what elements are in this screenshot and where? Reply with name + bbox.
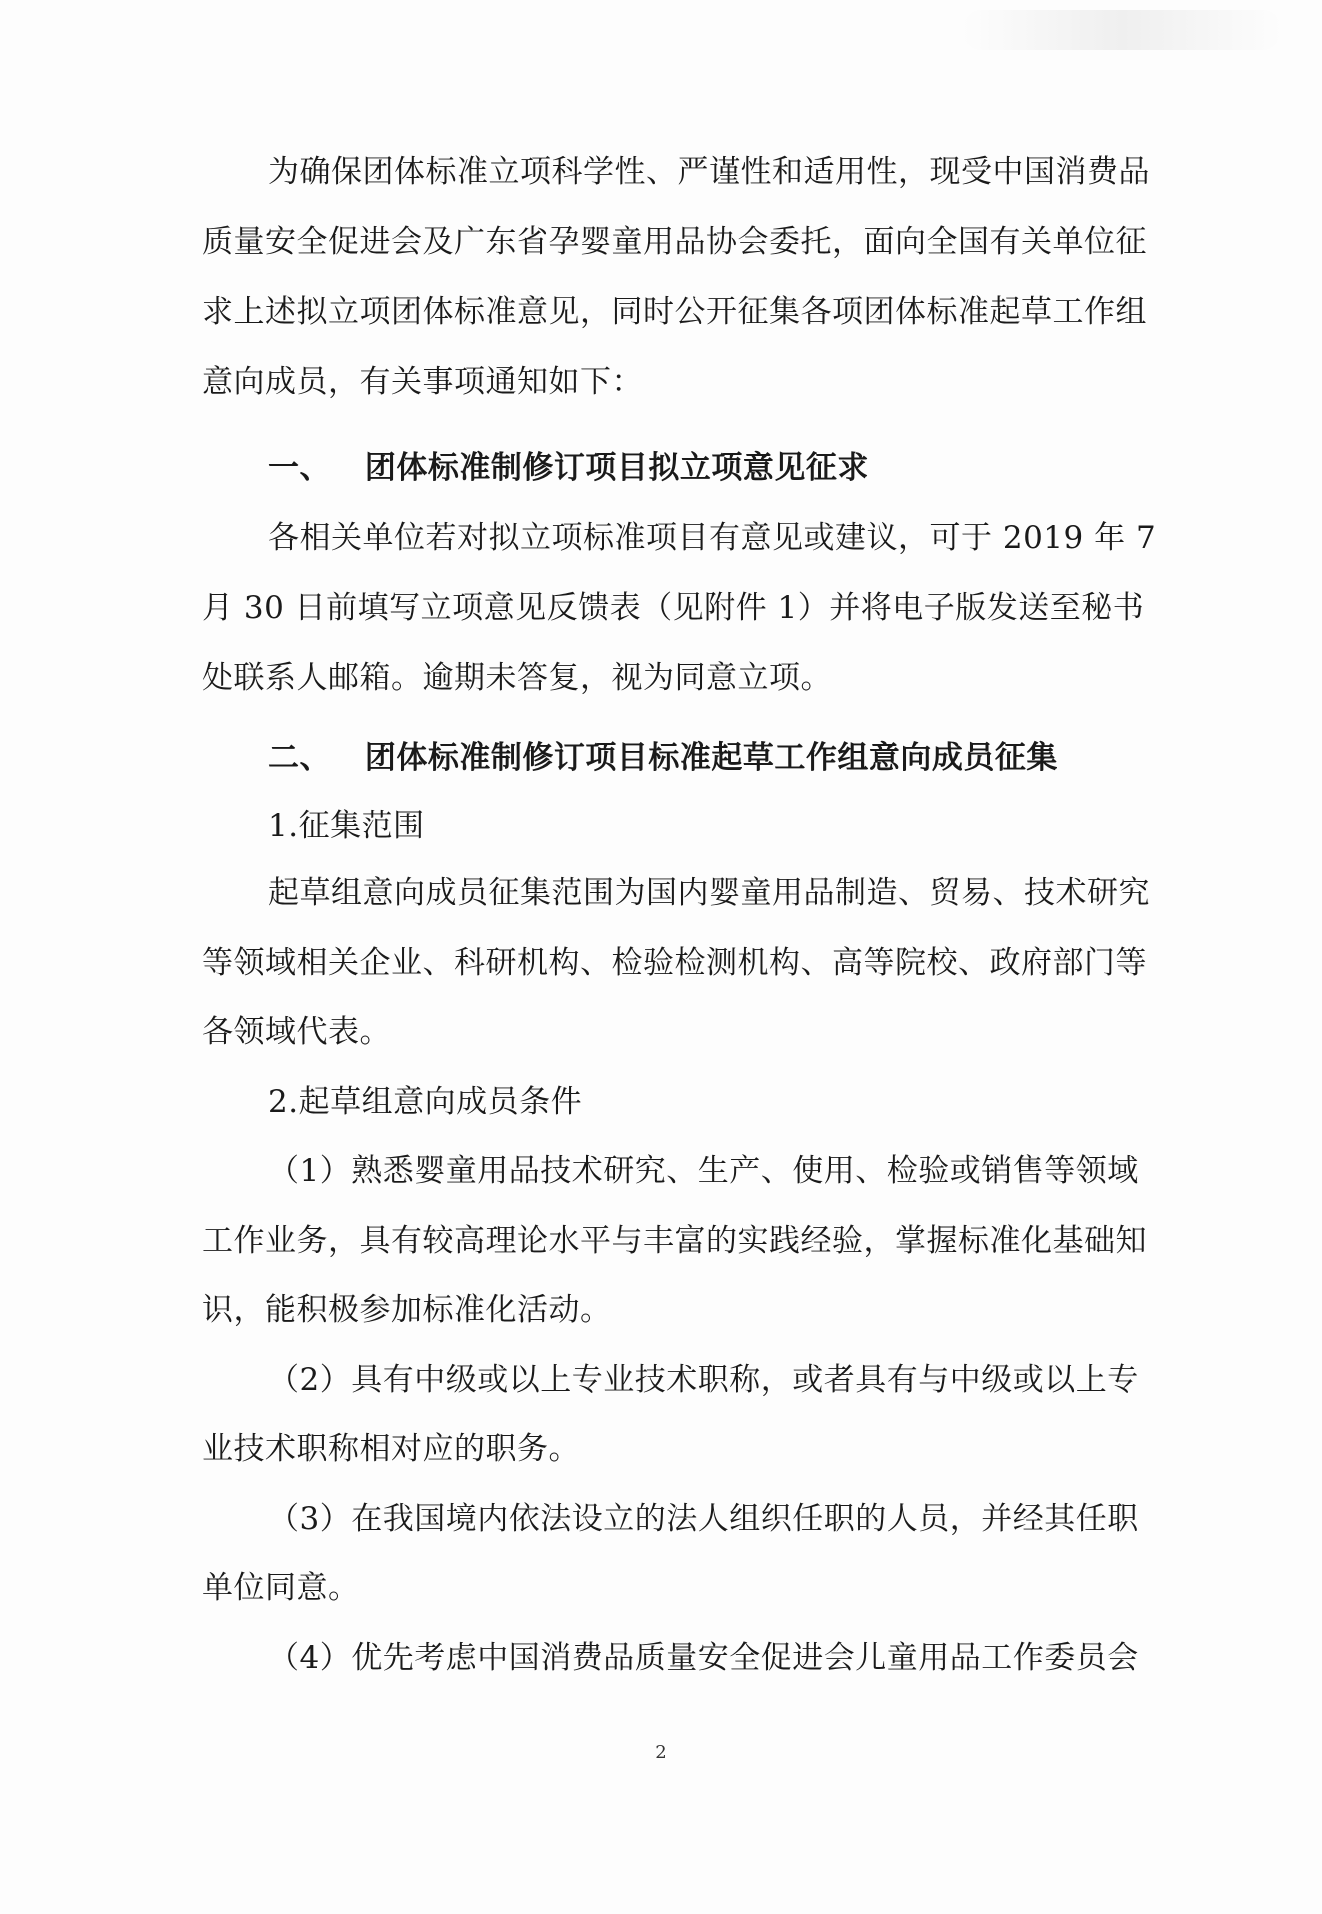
scope-line-3: 各领域代表。 xyxy=(202,1014,391,1050)
section1-line-1: 各相关单位若对拟立项标准项目有意见或建议，可于 2019 年 7 xyxy=(268,520,1157,556)
condition-1-line-3: 识，能积极参加标准化活动。 xyxy=(202,1292,612,1328)
condition-4-line-1: （4）优先考虑中国消费品质量安全促进会儿童用品工作委员会 xyxy=(268,1640,1139,1676)
subsection-heading-1: 1.征集范围 xyxy=(268,808,425,844)
page-number: 2 xyxy=(655,1742,667,1763)
scope-line-1: 起草组意向成员征集范围为国内婴童用品制造、贸易、技术研究 xyxy=(268,875,1150,911)
condition-2-line-1: （2）具有中级或以上专业技术职称，或者具有与中级或以上专 xyxy=(268,1362,1139,1398)
paragraph-intro-line-2: 质量安全促进会及广东省孕婴童用品协会委托，面向全国有关单位征 xyxy=(202,224,1147,260)
condition-3-line-2: 单位同意。 xyxy=(202,1570,360,1606)
paragraph-intro-line-1: 为确保团体标准立项科学性、严谨性和适用性，现受中国消费品 xyxy=(268,154,1150,190)
condition-1-line-1: （1）熟悉婴童用品技术研究、生产、使用、检验或销售等领域 xyxy=(268,1153,1139,1189)
paragraph-intro-line-3: 求上述拟立项团体标准意见，同时公开征集各项团体标准起草工作组 xyxy=(202,294,1147,330)
condition-2-line-2: 业技术职称相对应的职务。 xyxy=(202,1431,580,1467)
scan-artifact xyxy=(962,10,1282,50)
scope-line-2: 等领域相关企业、科研机构、检验检测机构、高等院校、政府部门等 xyxy=(202,945,1147,981)
section-heading-1: 一、 团体标准制修订项目拟立项意见征求 xyxy=(268,450,869,486)
condition-3-line-1: （3）在我国境内依法设立的法人组织任职的人员，并经其任职 xyxy=(268,1501,1139,1537)
section1-line-3: 处联系人邮箱。逾期未答复，视为同意立项。 xyxy=(202,660,832,696)
paragraph-intro-line-4: 意向成员，有关事项通知如下： xyxy=(202,364,643,400)
section1-line-2: 月 30 日前填写立项意见反馈表（见附件 1）并将电子版发送至秘书 xyxy=(202,590,1145,626)
subsection-heading-2: 2.起草组意向成员条件 xyxy=(268,1084,583,1120)
section-heading-2: 二、 团体标准制修订项目标准起草工作组意向成员征集 xyxy=(268,740,1058,776)
condition-1-line-2: 工作业务，具有较高理论水平与丰富的实践经验，掌握标准化基础知 xyxy=(202,1223,1147,1259)
